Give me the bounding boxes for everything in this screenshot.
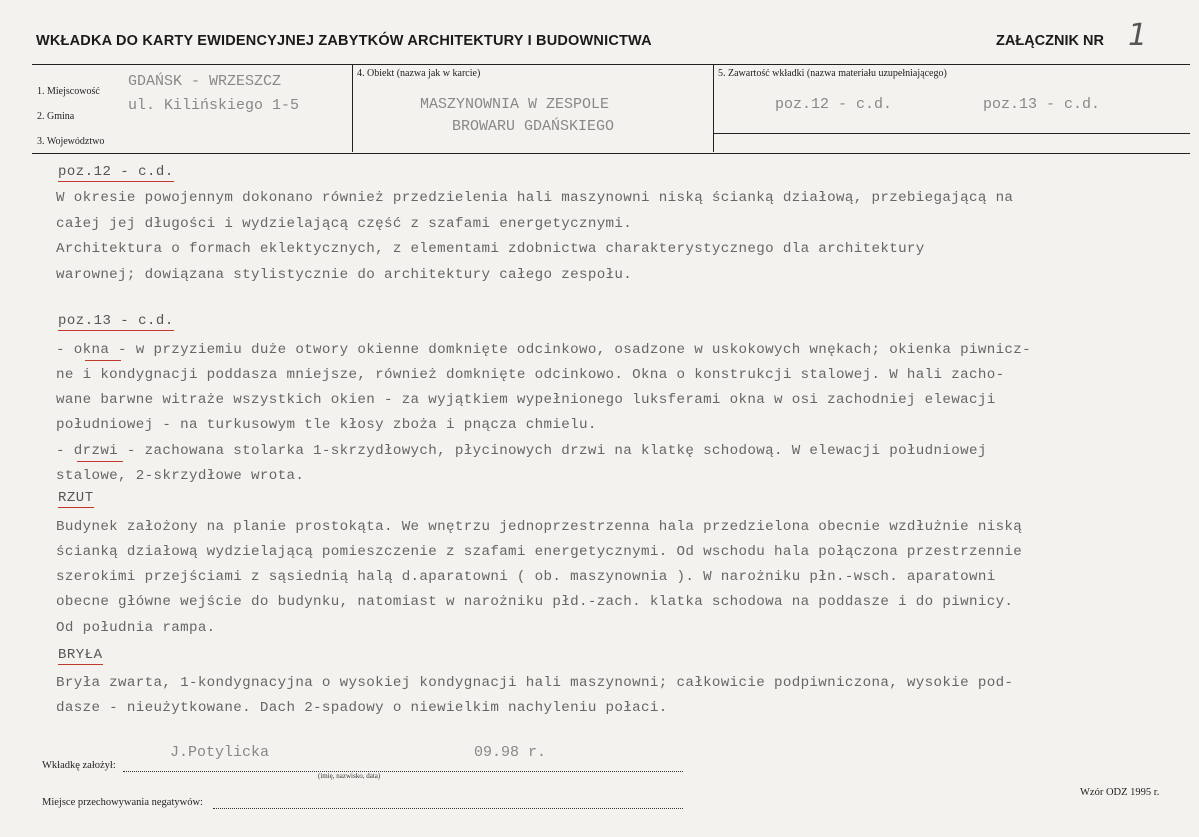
label-storage: Miejsce przechowywania negatywów:	[42, 797, 203, 808]
section-header-poz12: poz.12 - c.d.	[58, 164, 174, 180]
sec3-line-5: Od południa rampa.	[56, 620, 216, 636]
content-a: poz.12 - c.d.	[775, 96, 893, 113]
town-value: GDAŃSK - WRZESZCZ	[128, 73, 282, 90]
street-value: ul. Kilińskiego 1-5	[128, 97, 300, 114]
sec1-line-1: W okresie powojennym dokonano również przedzielenia hali maszynowni niską ścianką działową, przebiegającą na	[56, 190, 1014, 206]
section-header-poz13: poz.13 - c.d.	[58, 313, 174, 329]
author-value: J.Potylicka	[170, 744, 270, 761]
sec2-line-4: południowej - na turkusowym tle kłosy zboża i pnącza chmielu.	[56, 417, 597, 433]
sec2-line-1: - okna - w przyziemiu duże otwory okienne domknięte odcinkowo, osadzone w uskokowych wnękach; okienka piwnicz-	[56, 342, 1032, 358]
sec4-line-1: Bryła zwarta, 1-kondygnacyjna o wysokiej kondygnacji hali maszynowni; całkowicie podpiwniczona, wysokie pod-	[56, 675, 1014, 691]
form-divider-1	[352, 64, 353, 152]
underline-drzwi	[77, 461, 123, 462]
sec1-line-4: warownej; dowiązana stylistycznie do architektury całego zespołu.	[56, 267, 633, 283]
underline-okna	[85, 360, 121, 361]
annex-label: ZAŁĄCZNIK NR	[996, 33, 1104, 49]
object-line-1: MASZYNOWNIA W ZESPOLE	[420, 96, 610, 113]
sec1-line-2: całej jej długości i wydzielającą część z szafami energetycznymi.	[56, 216, 633, 232]
sec2-line-2: ne i kondygnacji poddasza mniejsze, również domknięte odcinkowo. Okna o konstrukcji stalowej. W hali zacho-	[56, 367, 1005, 383]
sec2-line-3: wane barwne witraże wszystkich okien - za wyjątkiem wypełnionego luksferami okna w osi zachodniej elewacji	[56, 392, 996, 408]
annex-number: 1	[1128, 18, 1148, 53]
label-town: 1. Miejscowość	[37, 86, 100, 97]
sec2-line-6: stalowe, 2-skrzydłowe wrota.	[56, 468, 305, 484]
sec4-line-2: dasze - nieużytkowane. Dach 2-spadowy o niewielkim nachyleniu połaci.	[56, 700, 668, 716]
section-header-bryla: BRYŁA	[58, 647, 103, 663]
sec3-line-1: Budynek założony na planie prostokąta. We wnętrzu jednoprzestrzenna hala przedzielona obecnie wzdłużnie niską	[56, 519, 1023, 535]
date-value: 09.98 r.	[474, 744, 547, 761]
form-divider-h	[713, 133, 1190, 134]
author-line	[123, 771, 683, 772]
label-object: 4. Obiekt (nazwa jak w karcie)	[357, 68, 481, 79]
content-b: poz.13 - c.d.	[983, 96, 1101, 113]
sec3-line-2: ścianką działową wydzielającą pomieszczenie z szafami energetycznymi. Od wschodu hala połączona przestrzennie	[56, 544, 1023, 560]
sec3-line-4: obecne główne wejście do budynku, natomiast w narożniku płd.-zach. klatka schodowa na poddasze i do piwnicy.	[56, 594, 1014, 610]
label-gmina: 2. Gmina	[37, 111, 75, 122]
sec2-line-5: - drzwi - zachowana stolarka 1-skrzydłowych, płycinowych drzwi na klatkę schodową. W elewacji południowej	[56, 443, 987, 459]
sheet-title: WKŁADKA DO KARTY EWIDENCYJNEJ ZABYTKÓW ARCHITEKTURY I BUDOWNICTWA	[36, 33, 652, 49]
sec1-line-3: Architektura o formach eklektycznych, z elementami zdobnictwa charakterystycznego dla architektury	[56, 241, 925, 257]
sec3-line-3: szerokimi przejściami z sąsiednią halą d.aparatowni ( ob. maszynownia ). W narożniku płn.-wsch. aparatowni	[56, 569, 996, 585]
label-content: 5. Zawartość wkładki (nazwa materiału uzupełniającego)	[718, 68, 947, 79]
object-line-2: BROWARU GDAŃSKIEGO	[452, 118, 615, 135]
label-voivodeship: 3. Województwo	[37, 136, 105, 147]
form-divider-2	[713, 64, 714, 152]
section-header-rzut: RZUT	[58, 490, 94, 506]
form-version: Wzór ODZ 1995 r.	[1080, 787, 1160, 798]
author-caption: (imię, nazwisko, data)	[318, 772, 381, 780]
label-author: Wkładkę założył:	[42, 760, 116, 771]
storage-line	[213, 808, 683, 809]
